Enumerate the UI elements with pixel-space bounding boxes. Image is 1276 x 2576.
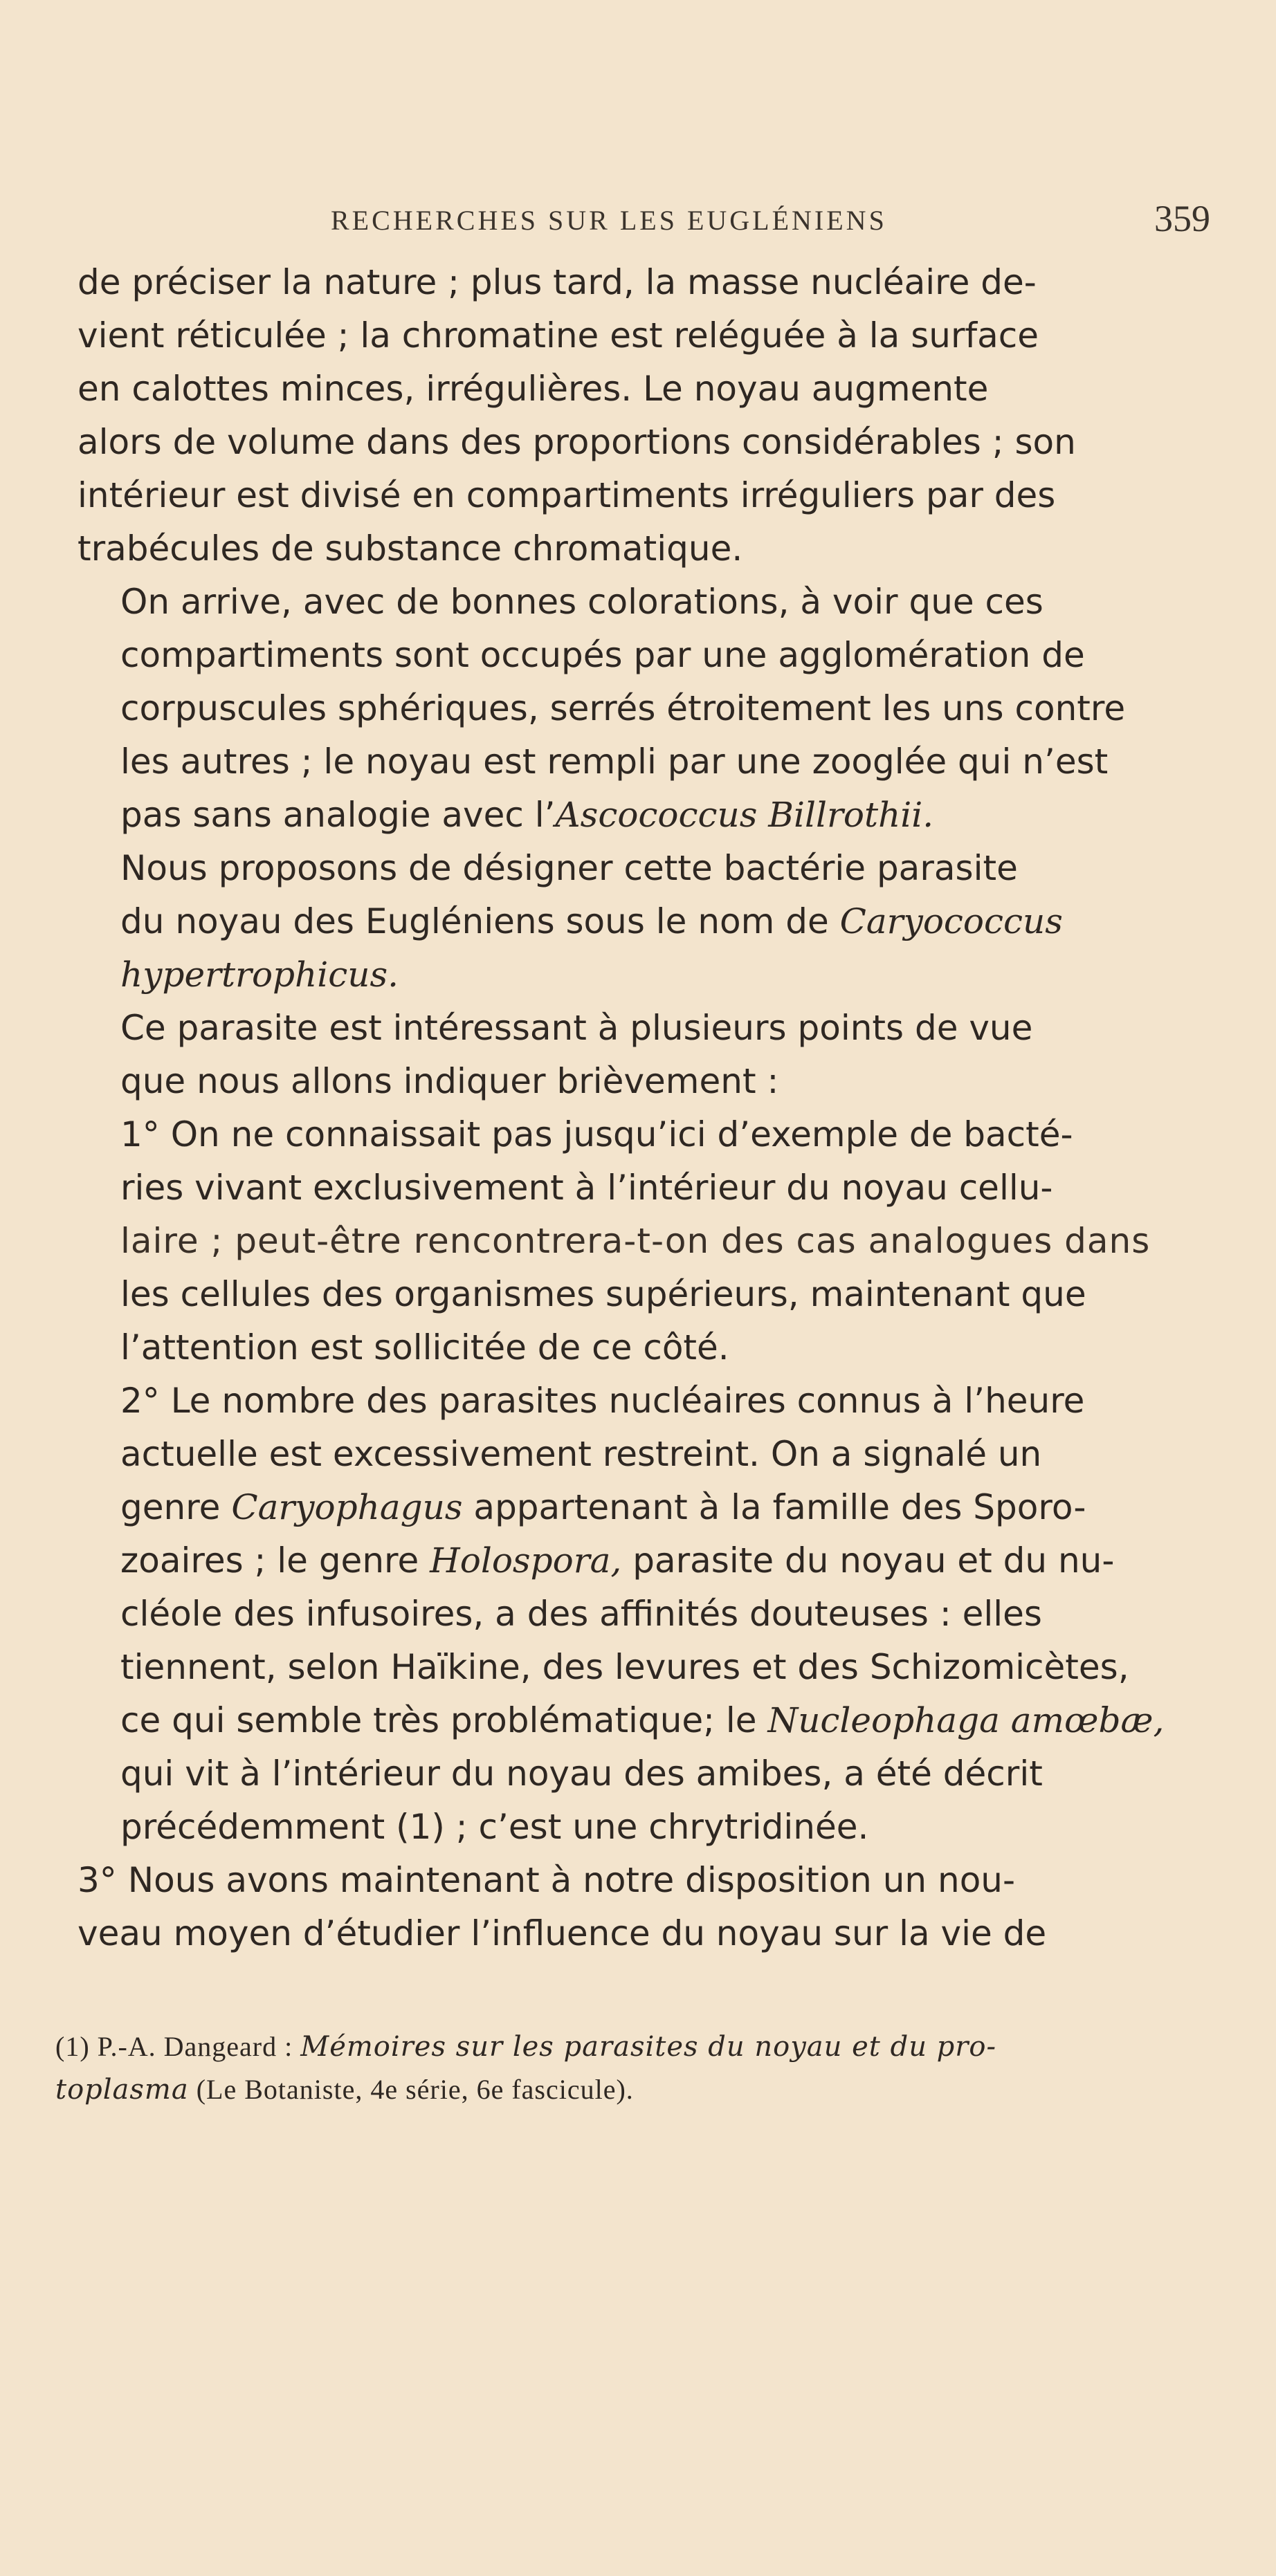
- paragraph-3: [78, 842, 1172, 1002]
- page-number: 359: [1154, 198, 1210, 239]
- text-line: alors de volume dans des proportions considérables ; son: [78, 422, 1076, 462]
- text-line: Ce parasite est intéressant à plusieurs points de vue: [120, 1008, 1033, 1048]
- text-span: zoaires ; le genre: [120, 1540, 430, 1581]
- paragraph-2: [78, 576, 1172, 842]
- text-line: actuelle est excessivement restreint. On a signalé un: [120, 1434, 1042, 1474]
- page-header: [0, 197, 1276, 239]
- text-line: trabécules de substance chromatique.: [78, 528, 743, 569]
- text-span: genre: [120, 1487, 232, 1527]
- running-head: RECHERCHES SUR LES EUGLÉNIENS: [331, 205, 887, 236]
- text-line: vient réticulée ; la chromatine est reléguée à la surface: [78, 315, 1039, 356]
- paragraph-4: [78, 1002, 1172, 1108]
- paragraph-1: [78, 256, 1172, 576]
- text-span: ce qui semble très problématique; le: [120, 1700, 768, 1740]
- text-span: du noyau des Eugléniens sous le nom de: [120, 901, 840, 941]
- text-line: [78, 1481, 1172, 1534]
- text-line: [78, 895, 1172, 948]
- text-line: précédemment (1) ; c’est une chrytridinée.: [120, 1807, 869, 1847]
- text-line: [78, 789, 1172, 842]
- text-line: tiennent, selon Haïkine, des levures et des Schizomicètes,: [120, 1647, 1129, 1687]
- text-line: compartiments sont occupés par une agglomération de: [120, 635, 1085, 675]
- text-line: 1° On ne connaissait pas jusqu’ici d’exemple de bacté-: [120, 1114, 1073, 1154]
- footnote: [55, 2025, 1190, 2111]
- text-line: veau moyen d’étudier l’influence du noyau sur la vie de: [78, 1913, 1047, 1953]
- footnote-text: (Le Botaniste, 4e série, 6e fascicule).: [188, 2074, 634, 2105]
- text-line: 2° Le nombre des parasites nucléaires connus à l’heure: [120, 1381, 1085, 1421]
- text-line: cléole des infusoires, a des affinités douteuses : elles: [120, 1594, 1042, 1634]
- species-name: Ascococcus Billrothii.: [555, 795, 934, 835]
- species-name: hypertrophicus.: [120, 955, 399, 995]
- text-span: pas sans analogie avec l’: [120, 795, 556, 835]
- footnote-title: toplasma: [55, 2074, 189, 2106]
- text-line: les cellules des organismes supérieurs, maintenant que: [120, 1274, 1086, 1314]
- text-line: de préciser la nature ; plus tard, la masse nucléaire de-: [78, 262, 1037, 302]
- paragraph-7: [78, 1854, 1172, 1960]
- text-line: laire ; peut-être rencontrera-t-on des cas analogues dans: [120, 1221, 1151, 1261]
- footnote-title: Mémoires sur les parasites du noyau et du pro-: [300, 2031, 996, 2063]
- footnote-text: (1) P.-A. Dangeard :: [55, 2031, 301, 2062]
- text-line: que nous allons indiquer brièvement :: [120, 1061, 779, 1101]
- text-span: parasite du noyau et du nu-: [621, 1540, 1115, 1581]
- paragraph-6: [78, 1374, 1172, 1854]
- text-line: [78, 1694, 1172, 1747]
- text-line: corpuscules sphériques, serrés étroitement les uns contre: [120, 688, 1126, 728]
- genus-name: Caryophagus: [231, 1487, 463, 1527]
- text-line: [78, 1534, 1172, 1588]
- paragraph-5: [78, 1108, 1172, 1374]
- genus-name: Holospora,: [430, 1540, 622, 1581]
- text-line: intérieur est divisé en compartiments irréguliers par des: [78, 475, 1056, 515]
- body-text: [78, 256, 1172, 1960]
- text-line: Nous proposons de désigner cette bactérie parasite: [120, 848, 1018, 888]
- text-line: On arrive, avec de bonnes colorations, à voir que ces: [120, 582, 1043, 622]
- text-line: l’attention est sollicitée de ce côté.: [120, 1327, 729, 1368]
- text-line: 3° Nous avons maintenant à notre disposition un nou-: [78, 1860, 1016, 1900]
- text-span: appartenant à la famille des Sporo-: [462, 1487, 1086, 1527]
- text-line: ries vivant exclusivement à l’intérieur du noyau cellu-: [120, 1168, 1053, 1208]
- species-name: Caryococcus: [839, 901, 1063, 941]
- species-name: Nucleophaga amœbæ,: [767, 1700, 1165, 1740]
- text-line: les autres ; le noyau est rempli par une zooglée qui n’est: [120, 742, 1109, 782]
- text-line: en calottes minces, irrégulières. Le noyau augmente: [78, 369, 989, 409]
- text-line: qui vit à l’intérieur du noyau des amibes, a été décrit: [120, 1754, 1043, 1794]
